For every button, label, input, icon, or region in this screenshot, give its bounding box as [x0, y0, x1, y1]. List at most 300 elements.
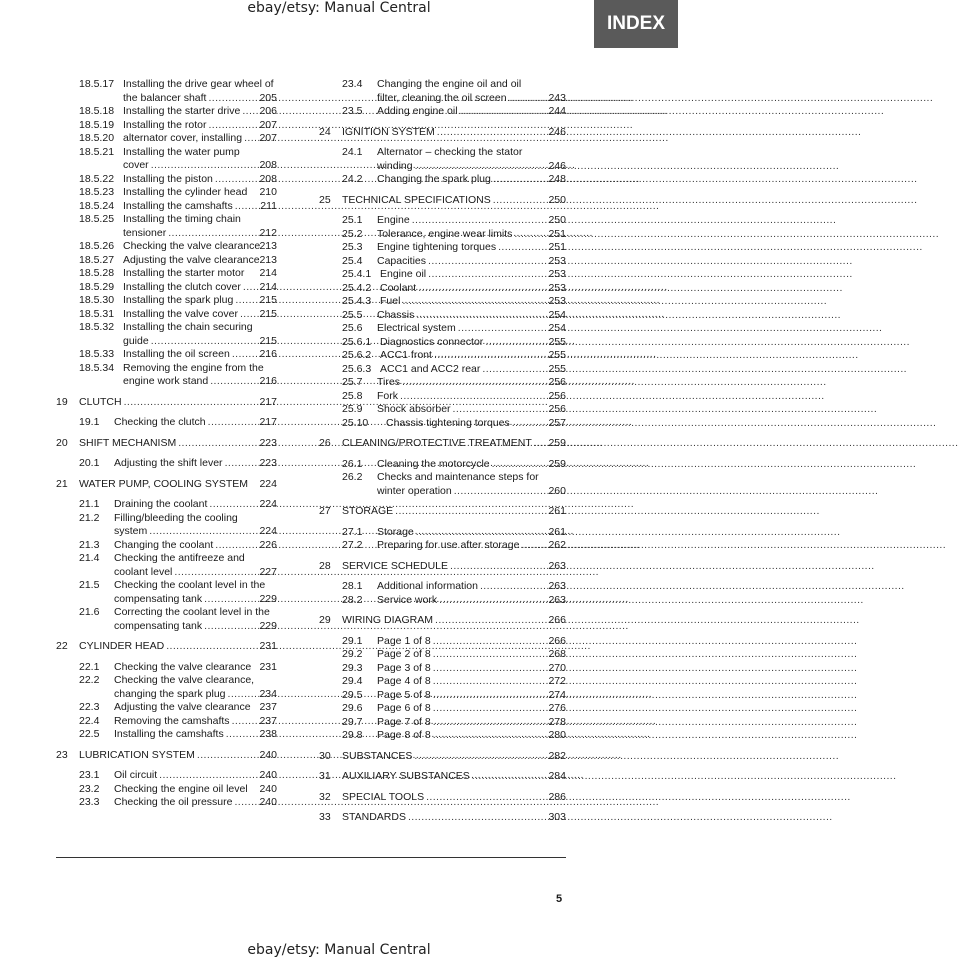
dot-leader [246, 267, 247, 281]
dot-leader [472, 770, 897, 784]
toc-entry-page: 254 [548, 322, 566, 334]
toc-entry-title-line: Checking the antifreeze and [114, 552, 245, 564]
toc-entry-number: 23.2 [79, 782, 100, 795]
toc-entry [56, 661, 277, 675]
toc-entry [319, 214, 566, 228]
toc-entry-title-line: SUBSTANCES [342, 749, 413, 762]
toc-entry-title-line: system [114, 525, 148, 537]
toc-entry-title-line: Page 2 of 8 [377, 648, 431, 660]
toc-entry-number: 24.1 [342, 146, 363, 158]
toc-entry-number: 18.5.17 [79, 78, 115, 90]
toc-entry-page: 253 [548, 254, 566, 267]
dot-leader [408, 811, 833, 825]
toc-entry-page: 253 [548, 268, 566, 280]
toc-entry-title-line: Fuel [380, 295, 401, 307]
toc-entry-number: 18.5.29 [79, 280, 115, 293]
toc-entry-number: 33 [319, 811, 331, 823]
toc-entry [56, 539, 277, 553]
toc-entry-number: 25.6 [342, 322, 363, 334]
toc-entry [319, 471, 566, 498]
toc-entry-page: 263 [548, 580, 566, 592]
toc-entry-title-line: Changing the coolant [114, 538, 214, 551]
toc-entry [56, 701, 277, 715]
toc-chapter [56, 396, 277, 410]
dot-leader [482, 363, 907, 377]
toc-entry-number: 25.5 [342, 308, 363, 321]
toc-entry [319, 228, 566, 242]
toc-entry-title-line: WIRING DIAGRAM [342, 614, 433, 626]
toc-chapter [319, 194, 566, 208]
toc-entry-number: 18.5.23 [79, 186, 115, 198]
toc-entry-title-line: WATER PUMP, COOLING SYSTEM [79, 477, 248, 490]
toc-entry [319, 716, 566, 730]
toc-entry-number: 29 [319, 614, 331, 626]
footer-divider [56, 857, 566, 858]
toc-entry-title-line: Engine [377, 214, 410, 226]
toc-entry [56, 321, 277, 348]
toc-entry [56, 498, 277, 512]
toc-entry-page: 250 [548, 193, 566, 206]
toc-entry [56, 416, 277, 430]
toc-entry-title-line: STORAGE [342, 505, 394, 517]
toc-entry-page: 214 [259, 267, 277, 279]
toc-entry-page: 268 [548, 648, 566, 660]
dot-leader [433, 716, 858, 730]
dot-leader [428, 268, 853, 282]
toc-entry-title-line: Alternator – checking the stator [377, 146, 523, 158]
toc-entry-number: 25.4.1 [342, 268, 372, 280]
toc-chapter [56, 640, 277, 654]
toc-entry [56, 146, 277, 173]
toc-entry-number: 23 [56, 748, 68, 761]
dot-leader [428, 255, 853, 269]
toc-entry-number: 23.1 [79, 769, 100, 781]
toc-entry [56, 240, 277, 254]
toc-entry-title-line: tensioner [123, 226, 167, 239]
toc-entry [319, 336, 566, 350]
toc-entry-page: 262 [548, 539, 566, 551]
toc-entry [319, 648, 566, 662]
toc-entry [319, 539, 566, 553]
toc-entry [319, 363, 566, 377]
toc-entry [319, 146, 566, 173]
toc-entry-title-line: STANDARDS [342, 811, 406, 823]
dot-leader [416, 526, 841, 540]
toc-entry-page: 215 [259, 294, 277, 306]
toc-entry [319, 390, 566, 404]
toc-entry-page: 224 [259, 477, 277, 490]
toc-entry-title-line: ACC1 front [380, 349, 432, 361]
toc-entry [319, 295, 566, 309]
toc-entry-title-line: Additional information [377, 580, 478, 592]
toc-entry-title-line: Removing the engine from the [123, 361, 264, 374]
toc-entry-title-line: Chassis tightening torques [386, 416, 510, 429]
toc-entry-title-line: AUXILIARY SUBSTANCES [342, 770, 470, 782]
toc-entry-number: 22.3 [79, 701, 100, 713]
toc-column-left [56, 78, 277, 810]
toc-entry-page: 253 [548, 281, 566, 294]
index-tab: INDEX [594, 0, 678, 48]
toc-entry-number: 28.2 [342, 593, 363, 606]
toc-entry-title-line: Installing the timing chain [123, 213, 241, 225]
dot-leader [412, 214, 837, 228]
toc-entry-number: 18.5.30 [79, 294, 115, 306]
dot-leader [433, 662, 858, 676]
toc-entry-number: 25.3 [342, 241, 363, 253]
toc-entry-page: 211 [260, 199, 277, 212]
toc-entry [319, 78, 566, 105]
toc-entry-page: 282 [548, 749, 566, 762]
dot-leader [433, 689, 858, 703]
toc-entry-title-line: Electrical system [377, 322, 456, 334]
watermark-top: ebay/etsy: Manual Central [247, 0, 431, 16]
toc-entry-title-line: SHIFT MECHANISM [79, 436, 177, 449]
toc-entry-page: 213 [259, 240, 277, 252]
toc-entry [56, 769, 277, 783]
toc-entry-number: 18.5.19 [79, 118, 115, 131]
toc-chapter [319, 505, 566, 519]
toc-entry-title-line: Tolerance, engine wear limits [377, 227, 513, 240]
toc-entry [319, 635, 566, 649]
dot-leader [534, 437, 958, 451]
toc-chapter [319, 791, 566, 805]
toc-entry [56, 213, 277, 240]
toc-entry [319, 417, 566, 431]
dot-leader [402, 376, 827, 390]
dot-leader [512, 417, 937, 431]
toc-entry-number: 25.10 [342, 416, 369, 429]
toc-entry-number: 25.6.3 [342, 362, 372, 375]
toc-entry-title-line: Installing the piston [123, 172, 213, 185]
toc-entry-number: 27 [319, 505, 331, 517]
dot-leader [435, 614, 860, 628]
toc-entry-page: 266 [548, 614, 566, 626]
toc-entry-title-line: IGNITION SYSTEM [342, 125, 435, 138]
toc-entry-title-line: CLUTCH [79, 395, 122, 408]
toc-entry-number: 19.1 [79, 416, 100, 428]
toc-entry-page: 244 [548, 105, 566, 117]
toc-chapter [56, 437, 277, 451]
toc-entry-page: 207 [259, 132, 277, 144]
dot-leader [480, 580, 905, 594]
toc-entry [319, 376, 566, 390]
toc-entry [56, 348, 277, 362]
toc-entry-number: 32 [319, 790, 331, 803]
toc-entry-number: 30 [319, 749, 331, 762]
toc-entry-title-line: Shock absorber [377, 403, 451, 415]
toc-entry-number: 25.4.3 [342, 295, 372, 307]
toc-entry-title-line: coolant level [114, 565, 173, 578]
toc-entry-page: 212 [259, 226, 277, 239]
toc-entry-number: 18.5.25 [79, 213, 115, 225]
toc-entry-title-line: Coolant [380, 281, 417, 294]
toc-entry [319, 403, 566, 417]
toc-entry-title-line: Installing the valve cover [123, 307, 238, 320]
toc-entry [319, 282, 566, 296]
toc-entry-title-line: Installing the starter drive [123, 105, 241, 117]
toc-entry [319, 702, 566, 716]
toc-entry-number: 18.5.22 [79, 172, 115, 185]
dot-leader [433, 675, 858, 689]
toc-entry-number: 25.7 [342, 376, 363, 388]
toc-chapter [319, 560, 566, 574]
toc-chapter [56, 749, 277, 763]
toc-entry-page: 286 [548, 790, 566, 803]
toc-entry-number: 22.2 [79, 674, 100, 686]
toc-entry-title-line: SPECIAL TOOLS [342, 790, 425, 803]
toc-entry-number: 25.6.1 [342, 335, 372, 348]
toc-entry-number: 27.1 [342, 525, 363, 538]
toc-entry [56, 715, 277, 729]
toc-entry-page: 229 [259, 592, 277, 605]
toc-entry-page: 274 [548, 688, 566, 701]
toc-entry-page: 254 [548, 308, 566, 321]
dot-leader [433, 702, 858, 716]
toc-entry-page: 243 [548, 91, 566, 104]
toc-entry-number: 29.3 [342, 661, 363, 674]
toc-entry-number: 29.2 [342, 648, 363, 660]
toc-entry-title-line: CLEANING/PROTECTIVE TREATMENT [342, 437, 532, 449]
toc-entry-title-line: CYLINDER HEAD [79, 640, 165, 652]
toc-entry-page: 260 [548, 484, 566, 497]
toc-entry-title-line: Page 7 of 8 [377, 715, 431, 728]
toc-entry-number: 18.5.33 [79, 348, 115, 360]
toc-entry-page: 256 [548, 403, 566, 415]
toc-entry-title-line: winding [377, 159, 413, 172]
toc-entry-title-line: Engine oil [380, 268, 427, 280]
toc-entry-page: 255 [548, 335, 566, 348]
toc-chapter [56, 478, 277, 492]
toc-entry [56, 606, 277, 633]
toc-entry-number: 29.6 [342, 702, 363, 714]
toc-entry-page: 284 [548, 770, 566, 782]
toc-chapter [319, 811, 566, 825]
toc-entry-page: 278 [548, 715, 566, 728]
toc-entry-page: 238 [259, 728, 277, 740]
toc-entry-number: 21.3 [79, 538, 100, 551]
toc-entry-page: 223 [259, 457, 277, 469]
toc-entry-number: 21.2 [79, 511, 100, 524]
toc-entry-page: 229 [259, 619, 277, 632]
toc-entry-number: 26.2 [342, 471, 363, 483]
toc-entry-page: 256 [548, 389, 566, 402]
toc-entry-number: 23.4 [342, 78, 363, 90]
toc-entry-number: 29.7 [342, 715, 363, 728]
toc-entry-number: 18.5.26 [79, 240, 115, 252]
toc-entry [56, 281, 277, 295]
toc-entry-title-line: Page 8 of 8 [377, 729, 431, 741]
dot-leader [460, 105, 885, 119]
toc-entry-page: 226 [259, 538, 277, 551]
toc-entry-title-line: Engine tightening torques [377, 241, 497, 253]
toc-entry-number: 21.5 [79, 579, 100, 591]
toc-entry-number: 28 [319, 559, 331, 572]
toc-entry [319, 309, 566, 323]
toc-entry [56, 362, 277, 389]
toc-entry-title-line: Correcting the coolant level in the [114, 606, 270, 618]
toc-entry-page: 216 [259, 348, 277, 360]
toc-entry-title-line: guide [123, 334, 149, 347]
toc-entry-page: 224 [259, 525, 277, 537]
toc-entry [56, 512, 277, 539]
toc-entry-page: 253 [548, 295, 566, 307]
toc-entry-title-line: Installing the starter motor [123, 267, 245, 279]
toc-entry-number: 18.5.27 [79, 253, 115, 266]
toc-entry-title-line: Installing the rotor [123, 118, 207, 131]
toc-entry-page: 270 [548, 661, 566, 674]
toc-entry-number: 18.5.34 [79, 361, 115, 374]
toc-entry-title-line: TECHNICAL SPECIFICATIONS [342, 193, 491, 206]
toc-entry-page: 251 [548, 227, 566, 240]
toc-entry-page: 263 [548, 559, 566, 572]
toc-entry-number: 24.2 [342, 173, 363, 185]
toc-entry-title-line: Cleaning the motorcycle [377, 457, 490, 470]
dot-leader [400, 390, 825, 404]
toc-entry-number: 23.3 [79, 796, 100, 808]
toc-entry-number: 27.2 [342, 539, 363, 551]
toc-entry [319, 268, 566, 282]
toc-entry-title-line: Removing the camshafts [114, 714, 230, 727]
toc-entry [319, 458, 566, 472]
toc-entry-page: 240 [259, 748, 277, 761]
toc-entry-title-line: the balancer shaft [123, 91, 207, 104]
dot-leader [416, 309, 841, 323]
toc-entry [319, 580, 566, 594]
toc-entry-title-line: ACC1 and ACC2 rear [380, 362, 481, 375]
dot-leader [402, 295, 827, 309]
toc-entry-page: 276 [548, 702, 566, 714]
toc-entry-number: 18.5.20 [79, 132, 115, 144]
toc-entry-number: 18.5.18 [79, 105, 115, 117]
toc-entry [56, 308, 277, 322]
toc-entry-title-line: Installing the camshafts [114, 728, 224, 740]
toc-entry [319, 526, 566, 540]
toc-entry-page: 259 [548, 437, 566, 449]
toc-entry-page: 210 [259, 186, 277, 198]
toc-entry-title-line: Checking the coolant level in the [114, 579, 266, 591]
toc-entry-page: 208 [259, 159, 277, 171]
toc-entry [56, 173, 277, 187]
toc-entry-page: 227 [259, 565, 277, 578]
toc-entry-page: 213 [259, 253, 277, 266]
toc-entry-title-line: Changing the spark plug [377, 173, 491, 185]
dot-leader [439, 594, 864, 608]
toc-entry-title-line: compensating tank [114, 592, 203, 605]
toc-entry [319, 594, 566, 608]
toc-entry-page: 206 [259, 105, 277, 117]
toc-entry [56, 119, 277, 133]
toc-entry-number: 29.8 [342, 729, 363, 741]
toc-entry-title-line: Oil circuit [114, 769, 158, 781]
page-number: 5 [556, 893, 563, 905]
toc-entry-title-line: Checking the valve clearance [114, 660, 252, 673]
toc-entry-title-line: Checking the oil pressure [114, 796, 233, 808]
dot-leader [433, 648, 858, 662]
toc-entry-page: 240 [259, 796, 277, 808]
toc-entry-title-line: Installing the cylinder head [123, 186, 248, 198]
toc-entry-page: 224 [259, 498, 277, 510]
dot-leader [453, 403, 878, 417]
toc-entry-page: 303 [548, 811, 566, 823]
toc-entry-page: 237 [259, 714, 277, 727]
toc-entry-page: 207 [259, 118, 277, 131]
toc-entry-page: 263 [548, 593, 566, 606]
toc-entry [319, 241, 566, 255]
toc-entry-title-line: LUBRICATION SYSTEM [79, 748, 195, 761]
toc-entry-number: 28.1 [342, 580, 363, 592]
toc-entry [56, 457, 277, 471]
toc-entry-page: 215 [259, 307, 277, 320]
toc-entry-title-line: Filling/bleeding the cooling [114, 511, 238, 524]
toc-entry-title-line: Installing the clutch cover [123, 280, 241, 293]
toc-entry [56, 783, 277, 797]
dot-leader [414, 750, 839, 764]
toc-entry-title-line: Installing the spark plug [123, 294, 234, 306]
toc-entry-page: 250 [548, 214, 566, 226]
dot-leader [521, 539, 946, 553]
toc-entry-title-line: Page 1 of 8 [377, 634, 431, 647]
dot-leader [509, 92, 934, 106]
toc-entry-page: 205 [259, 91, 277, 104]
dot-leader [415, 160, 840, 174]
toc-entry-title-line: Diagnostics connector [380, 335, 484, 348]
toc-entry-number: 25.4.2 [342, 281, 372, 294]
toc-entry-number: 29.4 [342, 675, 363, 687]
toc-entry-title-line: Adding engine oil [377, 105, 458, 117]
toc-entry-title-line: Changing the engine oil and oil [377, 78, 522, 90]
toc-entry [56, 267, 277, 281]
toc-entry-page: 214 [259, 280, 277, 293]
toc-entry-page: 217 [259, 395, 277, 408]
toc-entry-title-line: Draining the coolant [114, 498, 208, 510]
toc-entry-number: 20 [56, 436, 68, 449]
toc-entry-number: 26.1 [342, 457, 363, 470]
watermark-bottom: ebay/etsy: Manual Central [247, 942, 431, 958]
dot-leader [458, 322, 883, 336]
toc-entry-title-line: Checks and maintenance steps for [377, 471, 539, 483]
toc-entry [56, 105, 277, 119]
toc-entry [319, 662, 566, 676]
toc-entry [319, 255, 566, 269]
toc-entry-number: 25.9 [342, 403, 363, 415]
toc-entry-page: 217 [259, 416, 277, 428]
toc-entry [56, 728, 277, 742]
toc-entry-number: 22.5 [79, 728, 100, 740]
toc-entry-number: 25.8 [342, 389, 363, 402]
toc-entry-page: 246 [548, 159, 566, 172]
toc-column-right [319, 78, 566, 832]
toc-entry-number: 22.1 [79, 660, 100, 673]
dot-leader [426, 791, 851, 805]
toc-entry-page: 261 [548, 505, 566, 517]
dot-leader [434, 349, 859, 363]
toc-entry-title-line: Preparing for use after storage [377, 539, 520, 551]
toc-entry-title-line: Page 4 of 8 [377, 675, 431, 687]
toc-entry [56, 294, 277, 308]
toc-entry-title-line: Adjusting the valve clearance [123, 253, 260, 266]
toc-entry-number: 31 [319, 770, 331, 782]
toc-entry-page: 280 [548, 729, 566, 741]
toc-entry [56, 579, 277, 606]
toc-entry-title-line: Adjusting the valve clearance [114, 701, 251, 713]
dot-leader [437, 126, 862, 140]
toc-entry-page: 215 [259, 334, 277, 347]
toc-entry-title-line: cover [123, 159, 149, 171]
toc-entry-page: 255 [548, 349, 566, 361]
toc-entry-title-line: Checking the clutch [114, 416, 206, 428]
toc-entry-number: 24 [319, 125, 331, 138]
toc-entry-page: 240 [259, 769, 277, 781]
